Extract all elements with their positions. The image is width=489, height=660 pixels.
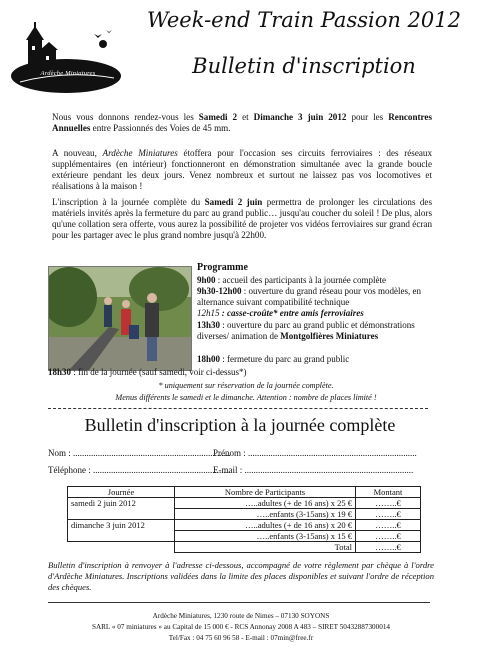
- programme-text: : accueil des participants à la journée complète: [215, 275, 386, 285]
- adults-cell[interactable]: …..adultes (+ de 16 ans) x 20 €: [175, 520, 356, 531]
- amount-cell[interactable]: ……..€: [356, 520, 421, 531]
- programme-note-2: Menus différents le samedi et le dimanche. Attention : nombre de places limité !: [115, 393, 377, 402]
- table-total-row: [68, 542, 421, 553]
- programme-text: : ouverture du grand réseau pour vos modèles, en alternance suivant compatibilité technique: [197, 286, 421, 307]
- programme-item: [48, 367, 288, 378]
- prenom-field[interactable]: Prénom : ...........................................................................: [213, 448, 417, 458]
- kids-cell[interactable]: …..enfants (3-15ans) x 15 €: [175, 531, 356, 542]
- footer-company: SARL « 07 miniatures » au Capital de 15 000 € - RCS Annonay 2008 A 483 – SIRET 50432887300014: [91, 623, 391, 631]
- programme-item: [197, 320, 437, 342]
- page-subtitle: Bulletin d'inscription: [192, 54, 416, 78]
- intro-paragraph-2: A nouveau, Ardèche Miniatures étoffera pour l'occasion ses circuits ferroviaires : des réseaux supplémentaires (en intérieur) fonctionneront en démonstration simultanée avec la grande boucle extérieure pendant les deux jours. Venez nombreux et surtout ne laissez pas vos locomotives et réalisations à la maison !: [52, 148, 432, 192]
- programme-text: : casse-croûte* entre amis ferroviaires: [219, 308, 364, 318]
- table-header: Montant: [356, 487, 421, 498]
- table-header: Nombre de Participants: [175, 487, 356, 498]
- programme-time: 9h30-12h00: [197, 286, 242, 296]
- intro-paragraph-1: Nous vous donnons rendez-vous les Samedi 2 et Dimanche 3 juin 2012 pour les Rencontres Annuelles entre Passionnés des Voies de 45 mm.: [52, 112, 432, 134]
- programme-text: : fermeture du parc au grand public: [220, 354, 350, 364]
- page-title: Week-end Train Passion 2012: [147, 8, 461, 32]
- total-amount[interactable]: ……..€: [356, 542, 421, 553]
- programme-title: Programme: [197, 262, 248, 273]
- programme-item: [197, 275, 437, 286]
- amount-cell[interactable]: ……..€: [356, 498, 421, 509]
- programme-text: : ouverture du parc au grand public et démonstrations diverses/ animation de: [197, 320, 415, 341]
- intro-paragraph-3: L'inscription à la journée complète du Samedi 2 juin permettra de prolonger les circulations des matériels invités après la fermeture du parc au grand public… jusqu'au coucher du soleil ! De plus, alors qu'une collation sera offerte, vous aurez la possibilité de projeter vos vidéos ferroviaires sur grand écran pour les partager avec le plus grand nombre jusqu'à 22h00.: [52, 197, 432, 241]
- programme-item: [197, 308, 437, 319]
- footer-address: Ardèche Miniatures, 1230 route de Nimes – 07130 SOYONS: [152, 612, 330, 620]
- adults-cell[interactable]: …..adultes (+ de 16 ans) x 25 €: [175, 498, 356, 509]
- email-field[interactable]: E-mail : ...........................................................................: [213, 465, 414, 475]
- amount-cell[interactable]: ……..€: [356, 509, 421, 520]
- programme-time: 9h00: [197, 275, 216, 285]
- programme-note-1: * uniquement sur réservation de la journée complète.: [158, 381, 334, 390]
- programme-item: [197, 286, 437, 308]
- registration-table: [67, 486, 421, 553]
- table-header: Journée: [68, 487, 175, 498]
- day-cell: dimanche 3 juin 2012: [68, 520, 175, 542]
- footer-contact: Tel/Fax : 04 75 60 96 58 - E-mail : 07min@free.fr: [168, 634, 314, 642]
- table-header-row: [68, 487, 421, 498]
- programme-text: : fin de la journée (sauf samedi, voir ci-dessus*): [71, 367, 247, 377]
- closing-text: Bulletin d'inscription à renvoyer à l'adresse ci-dessous, accompagné de votre règlement par chèque à l'ordre d'Ardèche Miniatures. Inscriptions validées dans la limite des places disponibles et suivant l'ordre de réception des chèques.: [48, 560, 434, 592]
- amount-cell[interactable]: ……..€: [356, 531, 421, 542]
- telephone-field[interactable]: Téléphone : .............................................................: [48, 465, 231, 475]
- programme-time: 18h00: [197, 354, 221, 364]
- programme-time: 18h30: [48, 367, 72, 377]
- programme-time: 12h15: [197, 308, 220, 318]
- form-title: Bulletin d'inscription à la journée complète: [84, 415, 396, 435]
- day-cell: samedi 2 juin 2012: [68, 498, 175, 520]
- divider: [48, 408, 428, 409]
- logo-text: Ardèche Miniatures: [40, 70, 96, 77]
- event-photo: [48, 266, 192, 371]
- programme-text-bold: Montgolfières Miniatures: [280, 331, 379, 341]
- table-row: [68, 520, 421, 531]
- programme-item: [197, 354, 437, 365]
- total-label: Total: [175, 542, 356, 553]
- programme-time: 13h30: [197, 320, 221, 330]
- nom-field[interactable]: Nom : ......................................................................: [48, 448, 231, 458]
- logo: [10, 20, 122, 94]
- kids-cell[interactable]: …..enfants (3-15ans) x 19 €: [175, 509, 356, 520]
- table-row: [68, 498, 421, 509]
- footer-divider: [48, 602, 430, 603]
